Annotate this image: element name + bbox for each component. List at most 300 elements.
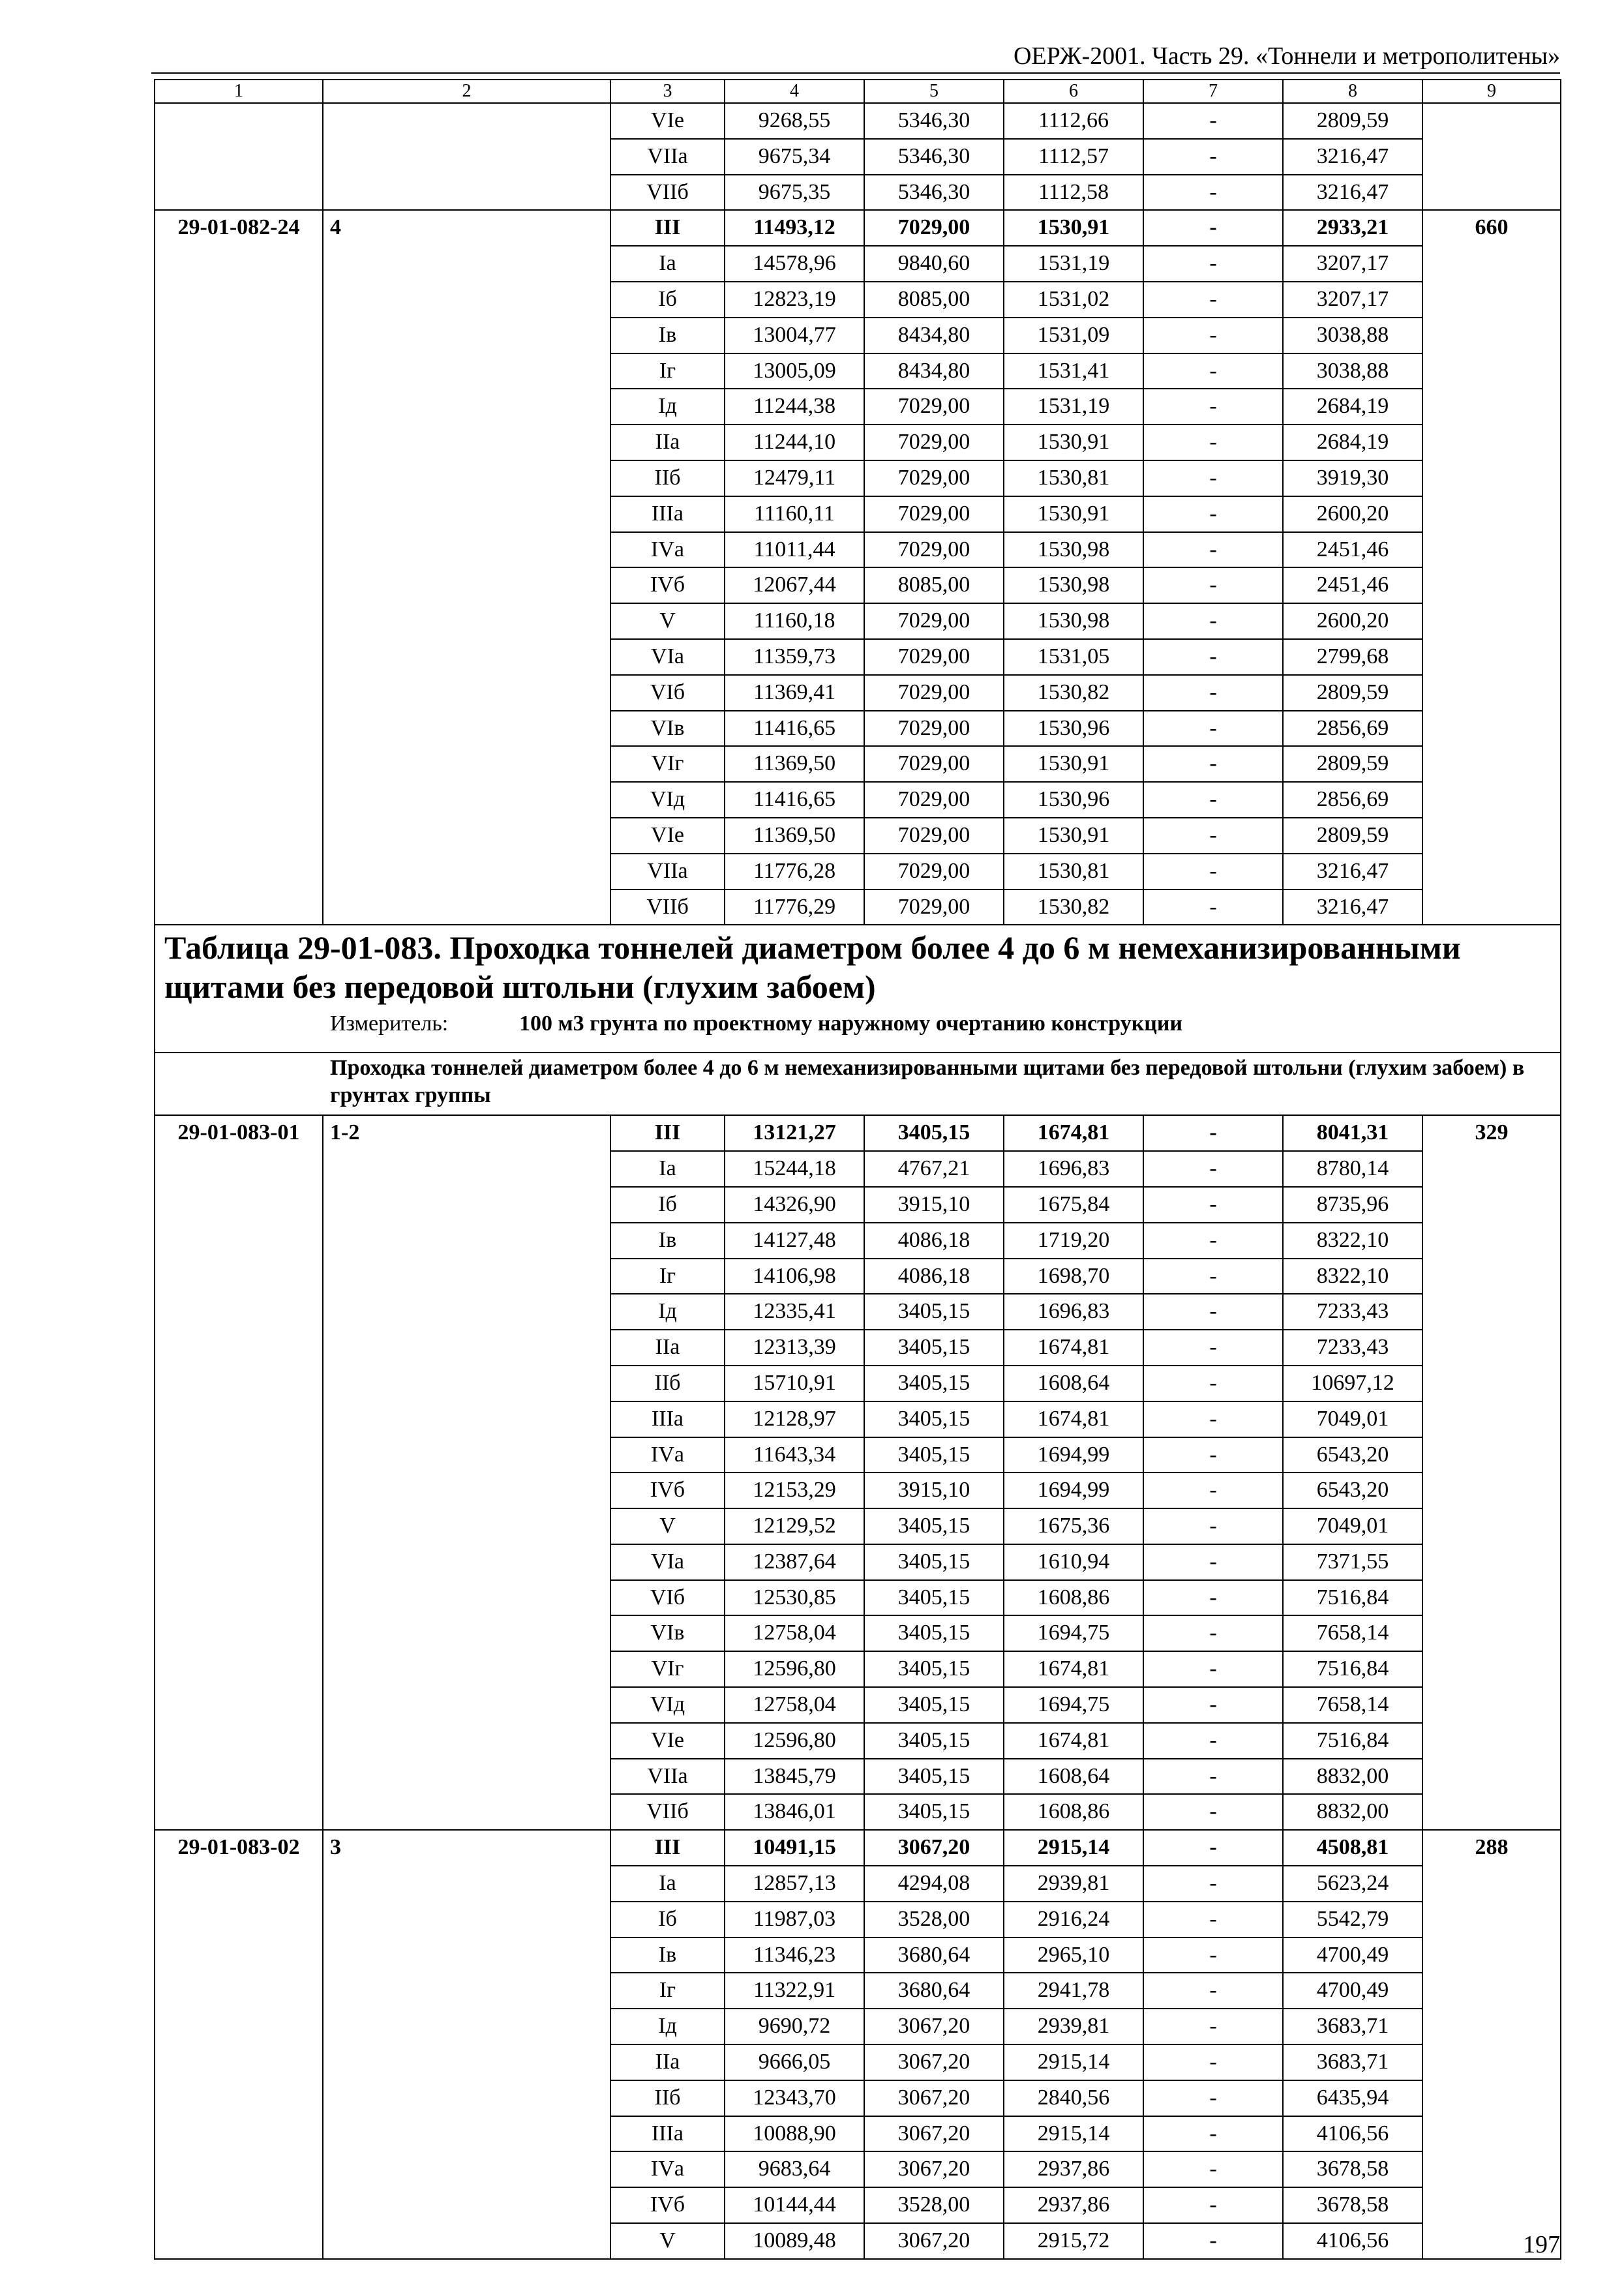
material-cost-cell: 3683,71 [1283,2009,1422,2044]
table-row [155,1401,1561,1437]
norm-code-cell [155,1508,323,1544]
material-cost-cell: 3678,58 [1283,2187,1422,2223]
driver-cost-cell: - [1143,425,1283,460]
material-cost-cell: 2451,46 [1283,532,1422,568]
labor-cost-cell: 7029,00 [864,496,1004,532]
norm-code-cell [155,1759,323,1795]
machine-cost-cell: 1608,86 [1004,1580,1143,1616]
machine-cost-cell: 1530,81 [1004,854,1143,890]
material-cost-cell: 7516,84 [1283,1580,1422,1616]
table-row [155,1437,1561,1473]
driver-cost-cell: - [1143,854,1283,890]
labor-cost-cell: 3405,15 [864,1723,1004,1759]
machine-cost-cell: 1530,82 [1004,890,1143,925]
norm-name-cell [323,496,610,532]
norm-code-cell [155,1794,323,1830]
norm-code-cell [155,675,323,711]
labor-hours-cell [1422,496,1561,532]
material-cost-cell: 2451,46 [1283,567,1422,603]
norm-name-cell [323,1508,610,1544]
material-cost-cell: 4508,81 [1283,1830,1422,1866]
labor-cost-cell: 3528,00 [864,1902,1004,1937]
labor-hours-cell [1422,1544,1561,1580]
driver-cost-cell: - [1143,1687,1283,1723]
machine-cost-cell: 1112,57 [1004,139,1143,175]
total-cost-cell: 12479,11 [725,460,864,496]
table-row [155,1544,1561,1580]
material-cost-cell: 6435,94 [1283,2080,1422,2116]
labor-cost-cell: 3067,20 [864,1830,1004,1866]
column-number-row [155,80,1561,103]
driver-cost-cell: - [1143,639,1283,675]
header-rule [151,72,1560,74]
region-cell: IIа [610,425,725,460]
labor-hours-cell: 288 [1422,1830,1561,1866]
region-cell: VIв [610,1615,725,1651]
machine-cost-cell: 2840,56 [1004,2080,1143,2116]
region-cell: Iа [610,1866,725,1902]
region-cell: IIIа [610,1401,725,1437]
labor-hours-cell [1422,1330,1561,1366]
machine-cost-cell: 1531,19 [1004,246,1143,282]
driver-cost-cell: - [1143,1366,1283,1401]
norm-code-cell [155,2044,323,2080]
region-cell: Iа [610,1151,725,1187]
norm-name-cell: 4 [323,210,610,246]
material-cost-cell: 3038,88 [1283,318,1422,353]
material-cost-cell: 7516,84 [1283,1651,1422,1687]
labor-cost-cell: 3405,15 [864,1687,1004,1723]
machine-cost-cell: 1674,81 [1004,1723,1143,1759]
table-row [155,246,1561,282]
norm-code-cell [155,854,323,890]
column-number: 1 [155,80,323,103]
region-cell: VIб [610,1580,725,1616]
region-cell: Iг [610,353,725,389]
machine-cost-cell: 1530,98 [1004,603,1143,639]
norm-code-cell [155,1259,323,1294]
machine-cost-cell: 1530,91 [1004,210,1143,246]
machine-cost-cell: 1674,81 [1004,1651,1143,1687]
table-row [155,1937,1561,1973]
norm-name-cell: 1-2 [323,1115,610,1151]
table-row [155,2009,1561,2044]
table-row [155,460,1561,496]
labor-hours-cell [1422,1866,1561,1902]
table-row [155,603,1561,639]
material-cost-cell: 7233,43 [1283,1330,1422,1366]
material-cost-cell: 4106,56 [1283,2223,1422,2259]
column-number: 2 [323,80,610,103]
total-cost-cell: 12823,19 [725,282,864,318]
norm-name-cell [323,318,610,353]
machine-cost-cell: 1719,20 [1004,1223,1143,1259]
labor-cost-cell: 4086,18 [864,1259,1004,1294]
region-cell: IIб [610,460,725,496]
driver-cost-cell: - [1143,353,1283,389]
table-row [155,1902,1561,1937]
norm-name-cell [323,1544,610,1580]
driver-cost-cell: - [1143,890,1283,925]
labor-hours-cell [1422,1151,1561,1187]
norm-code-cell [155,1187,323,1223]
region-cell: VIг [610,1651,725,1687]
region-cell: IVа [610,2151,725,2187]
total-cost-cell: 12596,80 [725,1651,864,1687]
total-cost-cell: 10491,15 [725,1830,864,1866]
machine-cost-cell: 1530,91 [1004,496,1143,532]
total-cost-cell: 15710,91 [725,1366,864,1401]
total-cost-cell: 12153,29 [725,1473,864,1508]
total-cost-cell: 14127,48 [725,1223,864,1259]
total-cost-cell: 11369,50 [725,818,864,854]
column-number: 6 [1004,80,1143,103]
material-cost-cell: 3207,17 [1283,282,1422,318]
labor-cost-cell: 3915,10 [864,1473,1004,1508]
region-cell: IVб [610,2187,725,2223]
table-row [155,1366,1561,1401]
total-cost-cell: 11369,41 [725,675,864,711]
total-cost-cell: 14106,98 [725,1259,864,1294]
norm-code-cell [155,1937,323,1973]
region-cell: Iг [610,1973,725,2009]
table-row [155,1866,1561,1902]
machine-cost-cell: 2915,72 [1004,2223,1143,2259]
region-cell: VIе [610,1723,725,1759]
machine-cost-cell: 1608,64 [1004,1759,1143,1795]
labor-cost-cell: 7029,00 [864,425,1004,460]
total-cost-cell: 13004,77 [725,318,864,353]
material-cost-cell: 3207,17 [1283,246,1422,282]
total-cost-cell: 11776,29 [725,890,864,925]
total-cost-cell: 12387,64 [725,1544,864,1580]
norm-name-cell [323,1794,610,1830]
norm-name-cell [323,1473,610,1508]
total-cost-cell: 11987,03 [725,1902,864,1937]
table-row [155,2151,1561,2187]
table-row [155,567,1561,603]
table-row [155,1794,1561,1830]
table-row [155,1830,1561,1866]
table-row [155,389,1561,425]
norm-code-cell [155,1473,323,1508]
region-cell: VIа [610,639,725,675]
material-cost-cell: 7233,43 [1283,1294,1422,1330]
table-row [155,1151,1561,1187]
machine-cost-cell: 2915,14 [1004,1830,1143,1866]
machine-cost-cell: 1112,66 [1004,103,1143,139]
norm-code-cell [155,2187,323,2223]
driver-cost-cell: - [1143,103,1283,139]
region-cell: V [610,603,725,639]
norm-code-cell [155,1401,323,1437]
total-cost-cell: 13121,27 [725,1115,864,1151]
table-row [155,1115,1561,1151]
labor-hours-cell [1422,1759,1561,1795]
labor-cost-cell: 5346,30 [864,175,1004,211]
region-cell: V [610,2223,725,2259]
total-cost-cell: 12335,41 [725,1294,864,1330]
total-cost-cell: 12343,70 [725,2080,864,2116]
norm-code-cell [155,318,323,353]
labor-hours-cell [1422,1187,1561,1223]
labor-hours-cell: 329 [1422,1115,1561,1151]
region-cell: IIIа [610,496,725,532]
norm-code-cell [155,1866,323,1902]
column-number: 5 [864,80,1004,103]
table-title: Таблица 29-01-083. Проходка тоннелей диаметром более 4 до 6 м немеханизированными щитами без передовой штольни (глухим забоем) [164,929,1461,1006]
norm-name-cell [323,782,610,818]
material-cost-cell: 2684,19 [1283,389,1422,425]
table-row [155,353,1561,389]
driver-cost-cell: - [1143,2151,1283,2187]
total-cost-cell: 9675,34 [725,139,864,175]
machine-cost-cell: 1608,64 [1004,1366,1143,1401]
material-cost-cell: 7658,14 [1283,1687,1422,1723]
norm-name-cell [323,1615,610,1651]
machine-cost-cell: 1530,98 [1004,567,1143,603]
labor-cost-cell: 9840,60 [864,246,1004,282]
total-cost-cell: 11776,28 [725,854,864,890]
norm-code-cell [155,711,323,747]
labor-hours-cell [1422,282,1561,318]
machine-cost-cell: 2965,10 [1004,1937,1143,1973]
labor-cost-cell: 8085,00 [864,282,1004,318]
labor-hours-cell [1422,532,1561,568]
driver-cost-cell: - [1143,1151,1283,1187]
norm-name-cell [323,675,610,711]
region-cell: VIIа [610,1759,725,1795]
norm-code-cell [155,1902,323,1937]
driver-cost-cell: - [1143,210,1283,246]
norm-name-cell [323,1151,610,1187]
norm-name-cell [323,2223,610,2259]
norm-code-cell [155,1651,323,1687]
driver-cost-cell: - [1143,1223,1283,1259]
column-number: 8 [1283,80,1422,103]
table-row [155,1615,1561,1651]
norm-code-cell [155,2151,323,2187]
total-cost-cell: 11346,23 [725,1937,864,1973]
machine-cost-cell: 1530,81 [1004,460,1143,496]
material-cost-cell: 3038,88 [1283,353,1422,389]
region-cell: VIIб [610,890,725,925]
labor-hours-cell [1422,1294,1561,1330]
labor-hours-cell [1422,1973,1561,2009]
norm-name-cell [323,425,610,460]
table-row [155,746,1561,782]
norm-name-cell: 3 [323,1830,610,1866]
material-cost-cell: 8780,14 [1283,1151,1422,1187]
material-cost-cell: 6543,20 [1283,1437,1422,1473]
machine-cost-cell: 1531,41 [1004,353,1143,389]
driver-cost-cell: - [1143,782,1283,818]
machine-cost-cell: 1696,83 [1004,1151,1143,1187]
total-cost-cell: 13846,01 [725,1794,864,1830]
material-cost-cell: 4700,49 [1283,1973,1422,2009]
region-cell: Iв [610,1937,725,1973]
labor-cost-cell: 3405,15 [864,1294,1004,1330]
labor-hours-cell [1422,567,1561,603]
labor-hours-cell [1422,890,1561,925]
norm-name-cell [323,2187,610,2223]
labor-cost-cell: 4086,18 [864,1223,1004,1259]
table-row [155,2044,1561,2080]
norm-name-cell [323,1437,610,1473]
table-row [155,1473,1561,1508]
material-cost-cell: 5623,24 [1283,1866,1422,1902]
norm-code-cell [155,2116,323,2152]
norm-code-cell [155,1330,323,1366]
total-cost-cell: 11011,44 [725,532,864,568]
total-cost-cell: 12758,04 [725,1615,864,1651]
machine-cost-cell: 1610,94 [1004,1544,1143,1580]
labor-cost-cell: 4767,21 [864,1151,1004,1187]
labor-cost-cell: 7029,00 [864,210,1004,246]
norm-code-cell [155,103,323,139]
driver-cost-cell: - [1143,1580,1283,1616]
norm-name-cell [323,1759,610,1795]
material-cost-cell: 10697,12 [1283,1366,1422,1401]
labor-hours-cell [1422,1937,1561,1973]
table-row [155,1259,1561,1294]
driver-cost-cell: - [1143,460,1283,496]
region-cell: IVб [610,1473,725,1508]
machine-cost-cell: 1531,05 [1004,639,1143,675]
driver-cost-cell: - [1143,2116,1283,2152]
total-cost-cell: 12857,13 [725,1866,864,1902]
material-cost-cell: 3216,47 [1283,139,1422,175]
region-cell: IIа [610,1330,725,1366]
labor-hours-cell [1422,1902,1561,1937]
table-row [155,1223,1561,1259]
region-cell: VIд [610,1687,725,1723]
table-row [155,854,1561,890]
region-cell: III [610,210,725,246]
labor-cost-cell: 7029,00 [864,818,1004,854]
region-cell: IVб [610,567,725,603]
total-cost-cell: 12067,44 [725,567,864,603]
machine-cost-cell: 1530,91 [1004,818,1143,854]
labor-cost-cell: 5346,30 [864,103,1004,139]
labor-hours-cell [1422,425,1561,460]
driver-cost-cell: - [1143,2044,1283,2080]
column-number: 3 [610,80,725,103]
labor-hours-cell [1422,139,1561,175]
norm-name-cell [323,532,610,568]
table-row [155,2080,1561,2116]
labor-cost-cell: 3067,20 [864,2009,1004,2044]
labor-hours-cell [1422,1259,1561,1294]
table-row [155,782,1561,818]
material-cost-cell: 6543,20 [1283,1473,1422,1508]
norm-code-cell [155,1544,323,1580]
material-cost-cell: 2809,59 [1283,746,1422,782]
table-row [155,1759,1561,1795]
driver-cost-cell: - [1143,2080,1283,2116]
table-row [155,1330,1561,1366]
norms-table [154,79,1561,2260]
norm-code-cell [155,389,323,425]
page-number: 197 [1523,2231,1560,2258]
measure-label: Измеритель: [330,1011,449,1036]
table-row [155,2223,1561,2259]
norm-name-cell [323,1580,610,1616]
driver-cost-cell: - [1143,1330,1283,1366]
norm-code-cell [155,1723,323,1759]
region-cell: Iв [610,318,725,353]
material-cost-cell: 2799,68 [1283,639,1422,675]
norm-name-cell [323,2116,610,2152]
labor-cost-cell: 3915,10 [864,1187,1004,1223]
norm-code-cell [155,1615,323,1651]
labor-hours-cell [1422,603,1561,639]
driver-cost-cell: - [1143,2009,1283,2044]
table-title-cell [155,925,1561,1053]
norm-name-cell [323,353,610,389]
region-cell: VIIа [610,854,725,890]
labor-cost-cell: 7029,00 [864,890,1004,925]
driver-cost-cell: - [1143,532,1283,568]
material-cost-cell: 7049,01 [1283,1401,1422,1437]
norm-code-cell [155,2080,323,2116]
total-cost-cell: 11244,10 [725,425,864,460]
norm-name-cell [323,1330,610,1366]
labor-hours-cell [1422,639,1561,675]
table-row [155,425,1561,460]
labor-hours-cell [1422,2116,1561,2152]
norm-name-cell [323,1187,610,1223]
labor-cost-cell: 7029,00 [864,389,1004,425]
total-cost-cell: 12758,04 [725,1687,864,1723]
material-cost-cell: 8041,31 [1283,1115,1422,1151]
table-row [155,318,1561,353]
total-cost-cell: 11416,65 [725,782,864,818]
labor-cost-cell: 3405,15 [864,1330,1004,1366]
machine-cost-cell: 2941,78 [1004,1973,1143,2009]
driver-cost-cell: - [1143,567,1283,603]
machine-cost-cell: 1530,96 [1004,711,1143,747]
labor-hours-cell [1422,2151,1561,2187]
table-row [155,1973,1561,2009]
measure-line [164,1009,1551,1039]
driver-cost-cell: - [1143,675,1283,711]
material-cost-cell: 2684,19 [1283,425,1422,460]
table-row [155,818,1561,854]
norm-name-cell [323,711,610,747]
driver-cost-cell: - [1143,1723,1283,1759]
total-cost-cell: 12596,80 [725,1723,864,1759]
table-row [155,675,1561,711]
region-cell: IIIа [610,2116,725,2152]
total-cost-cell: 10088,90 [725,2116,864,2152]
table-row [155,1651,1561,1687]
driver-cost-cell: - [1143,1937,1283,1973]
region-cell: VIб [610,675,725,711]
machine-cost-cell: 2916,24 [1004,1902,1143,1937]
norm-name-cell [323,746,610,782]
norm-name-cell [323,890,610,925]
norm-name-cell [323,1902,610,1937]
machine-cost-cell: 1694,99 [1004,1437,1143,1473]
labor-cost-cell: 3405,15 [864,1437,1004,1473]
machine-cost-cell: 1531,02 [1004,282,1143,318]
material-cost-cell: 2933,21 [1283,210,1422,246]
total-cost-cell: 14326,90 [725,1187,864,1223]
region-cell: IIб [610,1366,725,1401]
region-cell: VIд [610,782,725,818]
labor-cost-cell: 4294,08 [864,1866,1004,1902]
